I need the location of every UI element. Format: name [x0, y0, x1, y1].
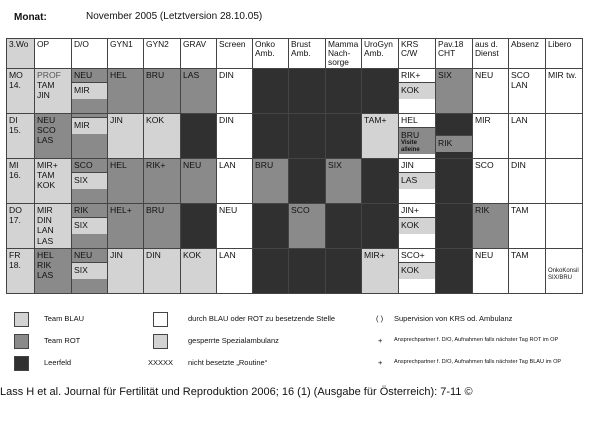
- legend-ansprech-rot: Ansprechpartner f. D/O, Aufnahmen falls nächster Tag ROT im OP: [394, 337, 559, 343]
- cell-onko: [253, 114, 289, 159]
- cell-absenz: TAM: [509, 249, 546, 294]
- cell-aus: RIK: [473, 204, 509, 249]
- krs-top: SCO+: [401, 250, 425, 260]
- cell-do: [72, 204, 108, 249]
- month-value: November 2005 (Letztversion 28.10.05): [86, 11, 263, 22]
- krs-top: JIN: [401, 160, 414, 170]
- cell-gyn2: RIK+: [144, 159, 181, 204]
- op-staff: TAM JIN: [37, 80, 55, 101]
- cell-do: [72, 249, 108, 294]
- swatch-team-rot: [14, 334, 29, 349]
- cell-pav: SIX: [436, 69, 473, 114]
- cell-urogyn: [362, 159, 399, 204]
- cell-gyn1: JIN: [108, 249, 144, 294]
- cell-onko: [253, 249, 289, 294]
- cell-onko: [253, 204, 289, 249]
- cell-libero: [546, 249, 583, 294]
- col-header-libero: Libero: [546, 39, 583, 69]
- cell-mamma: [326, 204, 362, 249]
- cell-do: [72, 159, 108, 204]
- cell-aus: NEU: [473, 69, 509, 114]
- op-prof: PROF: [37, 70, 61, 80]
- cell-screen: DIN: [217, 69, 253, 114]
- legend-plus-1: +: [378, 336, 383, 345]
- legend-paren: ( ): [376, 314, 384, 323]
- krs-top: HEL: [401, 115, 418, 125]
- month-label: Monat:: [14, 12, 47, 23]
- col-header-brust: Brust Amb.: [289, 39, 326, 69]
- cell-mamma: [326, 114, 362, 159]
- cell-urogyn: [362, 204, 399, 249]
- legend-row-3: [6, 356, 594, 372]
- table-row: [7, 204, 583, 249]
- legend-leerfeld: Leerfeld: [44, 358, 72, 367]
- table-row: [7, 159, 583, 204]
- col-header-aus: aus d. Dienst: [473, 39, 509, 69]
- cell-screen: NEU: [217, 204, 253, 249]
- cell-do: [72, 114, 108, 159]
- legend-row-1: [6, 312, 594, 328]
- cell-absenz: SCO LAN: [509, 69, 546, 114]
- cell-aus: NEU: [473, 249, 509, 294]
- cell-absenz: TAM: [509, 204, 546, 249]
- col-header-mamma: Mamma Nach- sorge: [326, 39, 362, 69]
- col-header-do: D/O: [72, 39, 108, 69]
- legend-row-2: [6, 334, 594, 350]
- cell-libero: [546, 159, 583, 204]
- cell-grav: [181, 204, 217, 249]
- cell-op: MIR+ TAM KOK: [35, 159, 72, 204]
- col-header-onko: Onko Amb.: [253, 39, 289, 69]
- krs-bottom: KOK: [399, 82, 435, 99]
- krs-bottom: BRU: [401, 130, 420, 141]
- cell-absenz: LAN: [509, 114, 546, 159]
- do-top: NEU: [74, 70, 93, 80]
- day-cell: MI 16.: [7, 159, 35, 204]
- cell-gyn1: HEL+: [108, 204, 144, 249]
- day-cell: FR 18.: [7, 249, 35, 294]
- do-top: NEU: [74, 250, 93, 260]
- day-cell: DO 17.: [7, 204, 35, 249]
- citation: Lass H et al. Journal für Fertilität und Reproduktion 2006; 16 (1) (Ausgabe für Österreich): 7-11 ©: [0, 386, 473, 398]
- cell-do: [72, 69, 108, 114]
- col-header-screen: Screen: [217, 39, 253, 69]
- swatch-gesperrt: [153, 334, 168, 349]
- cell-aus: SCO: [473, 159, 509, 204]
- cell-pav: [436, 249, 473, 294]
- col-header-absenz: Absenz: [509, 39, 546, 69]
- do-bottom: MIR: [72, 117, 107, 134]
- col-header-op: OP: [35, 39, 72, 69]
- legend-ansprech-blau: Ansprechpartner f. D/O, Aufnahmen falls nächster Tag BLAU im OP: [394, 359, 562, 365]
- col-header-gyn2: GYN2: [144, 39, 181, 69]
- weekly-schedule-table: [6, 38, 583, 294]
- cell-onko: BRU: [253, 159, 289, 204]
- cell-gyn2: BRU: [144, 69, 181, 114]
- col-header-pav: Pav.18 CHT: [436, 39, 473, 69]
- cell-onko: [253, 69, 289, 114]
- cell-gyn1: JIN: [108, 114, 144, 159]
- swatch-team-blau: [14, 312, 29, 327]
- cell-brust: [289, 69, 326, 114]
- legend-team-rot: Team ROT: [44, 336, 81, 345]
- cell-gyn1: HEL: [108, 159, 144, 204]
- day-cell: DI 15.: [7, 114, 35, 159]
- do-top: RIK: [74, 205, 89, 215]
- header-row: [7, 39, 583, 69]
- pav-bottom: RIK: [436, 135, 472, 152]
- cell-grav: [181, 114, 217, 159]
- cell-krs: [399, 249, 436, 294]
- col-header-week: 3.Wo: [7, 39, 35, 69]
- cell-op: [35, 69, 72, 114]
- cell-op: HEL RIK LAS: [35, 249, 72, 294]
- cell-urogyn: MIR+: [362, 249, 399, 294]
- cell-mamma: [326, 69, 362, 114]
- krs-bottom-block: [399, 127, 435, 154]
- swatch-leerfeld: [14, 356, 29, 371]
- legend: [6, 310, 594, 380]
- cell-libero: [546, 114, 583, 159]
- cell-urogyn: TAM+: [362, 114, 399, 159]
- legend-blau-oder-rot: durch BLAU oder ROT zu besetzende Stelle: [188, 314, 336, 323]
- do-bottom: SIX: [72, 172, 107, 189]
- cell-gyn2: DIN: [144, 249, 181, 294]
- cell-aus: MIR: [473, 114, 509, 159]
- pav-top-empty: [438, 115, 470, 133]
- cell-gyn2: KOK: [144, 114, 181, 159]
- legend-xxxxx: XXXXX: [148, 358, 174, 367]
- cell-brust: [289, 159, 326, 204]
- cell-libero: MIR tw.: [546, 69, 583, 114]
- cell-grav: KOK: [181, 249, 217, 294]
- krs-top: RIK+: [401, 70, 421, 80]
- do-bottom: MIR: [72, 82, 107, 99]
- legend-gesperrt: gesperrte Spezialambulanz: [188, 336, 279, 345]
- libero-note: OnkoKonsil SIX/BRU: [548, 268, 579, 281]
- cell-brust: SCO: [289, 204, 326, 249]
- col-header-gyn1: GYN1: [108, 39, 144, 69]
- cell-grav: NEU: [181, 159, 217, 204]
- legend-supervision: Supervision von KRS od. Ambulanz: [394, 314, 513, 323]
- do-bottom: SIX: [72, 217, 107, 234]
- cell-brust: [289, 114, 326, 159]
- cell-krs: [399, 114, 436, 159]
- krs-bottom: KOK: [399, 217, 435, 234]
- krs-bottom: LAS: [399, 172, 435, 189]
- col-header-urogyn: UroGyn Amb.: [362, 39, 399, 69]
- cell-mamma: [326, 249, 362, 294]
- cell-krs: [399, 159, 436, 204]
- cell-absenz: DIN: [509, 159, 546, 204]
- cell-screen: LAN: [217, 159, 253, 204]
- do-top: SCO: [74, 160, 93, 170]
- cell-gyn2: BRU: [144, 204, 181, 249]
- cell-op: NEU SCO LAS: [35, 114, 72, 159]
- cell-op: MIR DIN LAN LAS: [35, 204, 72, 249]
- krs-note: Visite alleine: [401, 140, 420, 154]
- col-header-krs: KRS C/W: [399, 39, 436, 69]
- cell-pav: [436, 204, 473, 249]
- cell-urogyn: [362, 69, 399, 114]
- krs-bottom: KOK: [399, 262, 435, 279]
- cell-mamma: SIX: [326, 159, 362, 204]
- table-row: [7, 114, 583, 159]
- cell-krs: [399, 69, 436, 114]
- table-row: [7, 69, 583, 114]
- do-bottom: SIX: [72, 262, 107, 279]
- cell-screen: DIN: [217, 114, 253, 159]
- cell-pav: [436, 114, 473, 159]
- schedule-header: [6, 4, 594, 34]
- day-cell: MO 14.: [7, 69, 35, 114]
- legend-nicht-besetzt: nicht besetzte „Routine“: [188, 358, 268, 367]
- cell-pav: [436, 159, 473, 204]
- cell-libero: [546, 204, 583, 249]
- cell-gyn1: HEL: [108, 69, 144, 114]
- table-row: [7, 249, 583, 294]
- col-header-grav: GRAV: [181, 39, 217, 69]
- cell-brust: [289, 249, 326, 294]
- legend-team-blau: Team BLAU: [44, 314, 85, 323]
- swatch-blau-oder-rot: [153, 312, 168, 327]
- cell-screen: LAN: [217, 249, 253, 294]
- legend-plus-2: +: [378, 358, 383, 367]
- cell-krs: [399, 204, 436, 249]
- cell-grav: LAS: [181, 69, 217, 114]
- krs-top: JIN+: [401, 205, 419, 215]
